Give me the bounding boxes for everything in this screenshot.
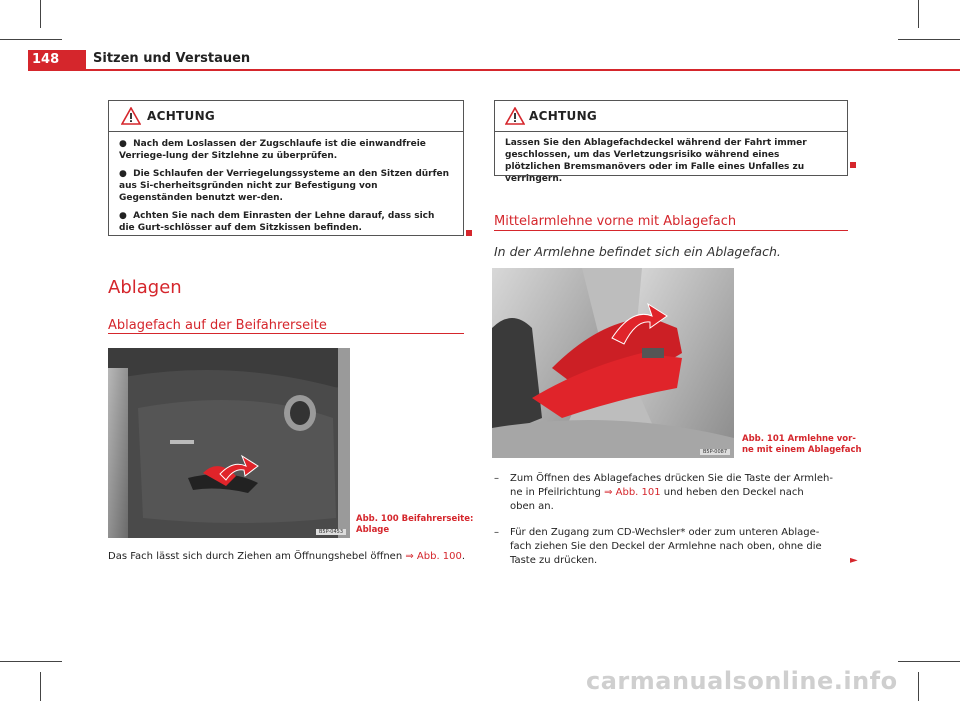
list-item-text (510, 526, 840, 568)
warning-triangle-icon (121, 107, 141, 125)
body-text: Das Fach lässt sich durch Ziehen am Öffnungshebel öffnen (108, 551, 406, 562)
list-dash: – (494, 527, 499, 538)
continue-arrow-icon: ► (850, 555, 858, 566)
warning-triangle-icon (505, 107, 525, 125)
warning-header (109, 101, 463, 132)
text-line: Zum Öffnen des Ablagefaches drücken Sie die Taste der Armleh- (510, 473, 833, 484)
subsection-title: Mittelarmlehne vorne mit Ablagefach (494, 214, 737, 229)
crop-mark (0, 661, 62, 662)
warning-item-text: Nach dem Loslassen der Zugschlaufe ist die einwandfreie Verriege-lung der Sitzlehne zu überprüfen. (119, 139, 426, 161)
warning-item: ● Achten Sie nach dem Einrasten der Lehne darauf, dass sich die Gurt-schlösser auf dem Sitzkissen befinden. (119, 211, 435, 233)
header-rule (28, 69, 960, 71)
warning-item: ● Nach dem Loslassen der Zugschlaufe ist die einwandfreie Verriege-lung der Sitzlehne zu überprüfen. (119, 139, 426, 161)
list-item-text (510, 472, 840, 514)
subsection-rule (108, 333, 464, 334)
text-line: Taste zu drücken. (510, 555, 598, 566)
warning-box (108, 100, 464, 236)
text-segment: und heben den Deckel nach (660, 487, 804, 498)
warning-body (109, 132, 463, 246)
section-title: Ablagen (108, 277, 182, 298)
text-line (510, 486, 840, 500)
figure-code: B5P-0453 (316, 529, 346, 535)
figure-caption (356, 514, 473, 536)
figure-glovebox (108, 348, 350, 538)
figure-link[interactable]: ⇒ Abb. 100 (405, 551, 462, 562)
caption-line: Ablage (356, 525, 390, 535)
page-number: 148 (28, 50, 86, 70)
warning-item-text: Achten Sie nach dem Einrasten der Lehne darauf, dass sich die Gurt-schlösser auf dem Sitzkissen befinden. (119, 211, 435, 233)
text-segment: ne in Pfeilrichtung (510, 487, 605, 498)
crop-mark (918, 672, 919, 701)
list-dash: – (494, 473, 499, 484)
crop-mark (40, 672, 41, 701)
section-end-marker (466, 230, 472, 236)
caption-line: Abb. 100 Beifahrerseite: (356, 514, 474, 524)
warning-title: ACHTUNG (147, 109, 216, 123)
text-line: Für den Zugang zum CD-Wechsler* oder zum unteren Ablage- (510, 527, 820, 538)
body-text: . (461, 551, 466, 562)
crop-mark (898, 39, 960, 40)
intro-text: In der Armlehne befindet sich ein Ablagefach. (494, 244, 781, 259)
figure-link[interactable]: ⇒ Abb. 101 (604, 487, 661, 498)
watermark: carmanualsonline.info (586, 667, 898, 695)
crop-mark (40, 0, 41, 28)
text-line: oben an. (510, 501, 554, 512)
subsection-rule (494, 230, 848, 231)
figure-caption (742, 434, 862, 456)
section-end-marker (850, 162, 856, 168)
caption-line: ne mit einem Ablagefach (742, 445, 862, 455)
crop-mark (898, 661, 960, 662)
figure-code: B5P-0087 (700, 449, 730, 455)
crop-mark (918, 0, 919, 28)
crop-mark (0, 39, 62, 40)
armrest-illustration (492, 268, 734, 458)
subsection-title: Ablagefach auf der Beifahrerseite (108, 318, 327, 333)
warning-body: Lassen Sie den Ablagefachdeckel während der Fahrt immer geschlossen, um das Verletzungsrisiko während eines plötzlichen Bremsmanövers oder im Falle eines Unfalles zu verringern. (505, 138, 807, 184)
caption-line: Abb. 101 Armlehne vor- (742, 434, 856, 444)
warning-title: ACHTUNG (529, 109, 598, 123)
warning-header (495, 101, 847, 132)
list-item (494, 526, 848, 570)
text-line: fach ziehen Sie den Deckel der Armlehne nach oben, ohne die (510, 541, 822, 552)
warning-item: ● Die Schlaufen der Verriegelungssysteme an den Sitzen dürfen aus Si-cherheitsgründen nicht zur Befestigung von Gegenständen benutzt wer-den. (119, 169, 450, 203)
figure-armrest (492, 268, 734, 458)
glovebox-illustration (108, 348, 350, 538)
page-header-title: Sitzen und Verstauen (93, 51, 251, 66)
body-paragraph (108, 550, 465, 564)
list-item (494, 472, 848, 516)
warning-item-text: Die Schlaufen der Verriegelungssysteme an den Sitzen dürfen aus Si-cherheitsgründen nicht zur Befestigung von Gegenständen benutzt wer-den. (119, 169, 450, 203)
warning-box (494, 100, 848, 184)
